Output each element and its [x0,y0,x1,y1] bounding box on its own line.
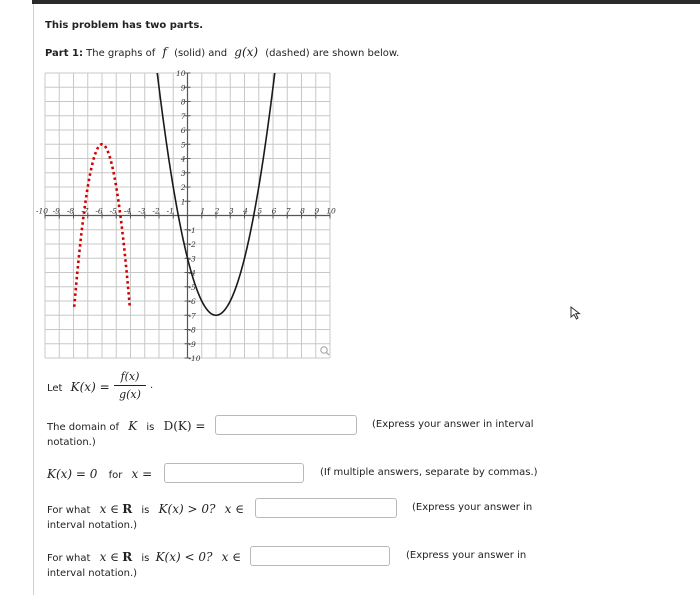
y-tick-label: -7 [188,311,196,321]
y-tick-label: 2 [180,183,186,192]
y-tick-label: 5 [180,140,186,150]
positive-reals: R [122,502,133,516]
negative-is: is [141,553,150,564]
part1-heading [45,45,399,59]
k-symbol: K [128,419,138,433]
part1-text-a: The graphs of [86,48,156,59]
negative-condition: K(x) < 0? [155,550,213,564]
y-tick-label: -2 [188,240,196,249]
fraction-numerator: f(x) [120,370,140,383]
positive-hint: (Express your answer in [412,502,533,513]
zeros-for: for [108,470,123,481]
y-tick-label: -1 [188,225,196,235]
negative-question [47,550,241,564]
negative-reals: R [122,550,133,564]
x-tick-label: -9 [52,206,60,216]
negative-answer-input[interactable] [250,546,390,566]
x-tick-label: 6 [271,206,277,216]
part1-label: Part 1: [45,48,83,59]
magnifier-handle [326,352,329,355]
x-tick-label: -3 [138,206,146,216]
x-tick-label: 5 [257,206,263,216]
x-tick-label: -4 [123,206,132,216]
x-tick-label: -6 [95,206,103,216]
y-tick-label: -3 [188,254,196,264]
x-tick-label: 4 [243,206,248,216]
x-tick-label: -10 [35,206,49,216]
x-tick-label: 8 [300,206,305,216]
y-tick-label: -8 [188,325,196,335]
zeros-equation: K(x) = 0 [47,467,98,481]
y-tick-label: 6 [180,126,186,135]
positive-x-in-2: x ∈ [224,502,245,516]
negative-x-in-2: x ∈ [221,550,242,564]
x-tick-label: -8 [66,206,75,216]
function-graph [35,69,345,363]
zeros-answer-input[interactable] [164,463,304,483]
y-tick-label: -10 [188,354,201,363]
zeros-hint: (If multiple answers, separate by commas.) [320,467,538,478]
negative-x-in: x ∈ [99,550,120,564]
y-tick-label: 3 [180,168,186,178]
x-tick-label: -2 [152,206,160,216]
k-definition-lhs: K(x) = [70,380,110,394]
part1-text-b: (solid) and [174,48,228,59]
k-fraction [114,370,146,401]
top-border [32,0,700,4]
x-tick-label: -1 [166,206,174,216]
positive-condition: K(x) > 0? [158,502,216,516]
x-tick-label: -7 [81,206,89,216]
fraction-bar [114,385,146,386]
y-tick-label: 4 [180,154,186,164]
let-word: Let [47,383,63,394]
x-tick-label: 7 [285,206,291,216]
f-symbol: f [162,45,167,59]
y-tick-label: -4 [188,268,196,278]
domain-hint: (Express your answer in interval [372,419,534,430]
y-tick-label: 7 [180,111,186,121]
y-tick-label: -6 [188,297,196,306]
y-tick-label: 1 [180,197,186,207]
domain-answer-input[interactable] [215,415,357,435]
problem-intro: This problem has two parts. [45,20,204,31]
positive-is: is [141,505,150,516]
x-tick-label: 9 [314,206,320,216]
positive-hint-cont: interval notation.) [47,520,138,531]
part1-text-c: (dashed) are shown below. [265,48,400,59]
left-rule [33,4,34,595]
negative-text-a: For what [47,553,91,564]
y-tick-label: -9 [188,339,196,349]
positive-question [47,502,244,516]
let-label [47,380,110,394]
domain-question [47,419,205,433]
g-symbol: g(x) [234,45,259,59]
positive-text-a: For what [47,505,91,516]
domain-dk: D(K) = [163,419,206,433]
x-tick-label: -5 [109,206,117,216]
y-tick-label: -5 [188,282,196,292]
negative-hint: (Express your answer in [406,550,527,561]
positive-x-in: x ∈ [99,502,120,516]
negative-hint-cont: interval notation.) [47,568,138,579]
zeros-x-eq: x = [131,467,153,481]
domain-text-a: The domain of [47,422,120,433]
y-tick-label: 9 [180,83,186,93]
x-tick-label: 3 [228,206,234,216]
domain-hint-cont: notation.) [47,437,96,448]
x-tick-label: 2 [214,206,220,216]
x-tick-label: 1 [200,206,206,216]
mouse-pointer-icon [570,306,582,320]
positive-answer-input[interactable] [255,498,397,518]
domain-text-is: is [146,422,155,433]
fraction-denominator: g(x) [119,388,141,401]
y-tick-label: 8 [180,97,186,107]
let-period: . [150,380,154,391]
x-tick-label: 10 [326,206,336,216]
zeros-question [47,467,152,481]
y-tick-label: 10 [175,69,186,78]
